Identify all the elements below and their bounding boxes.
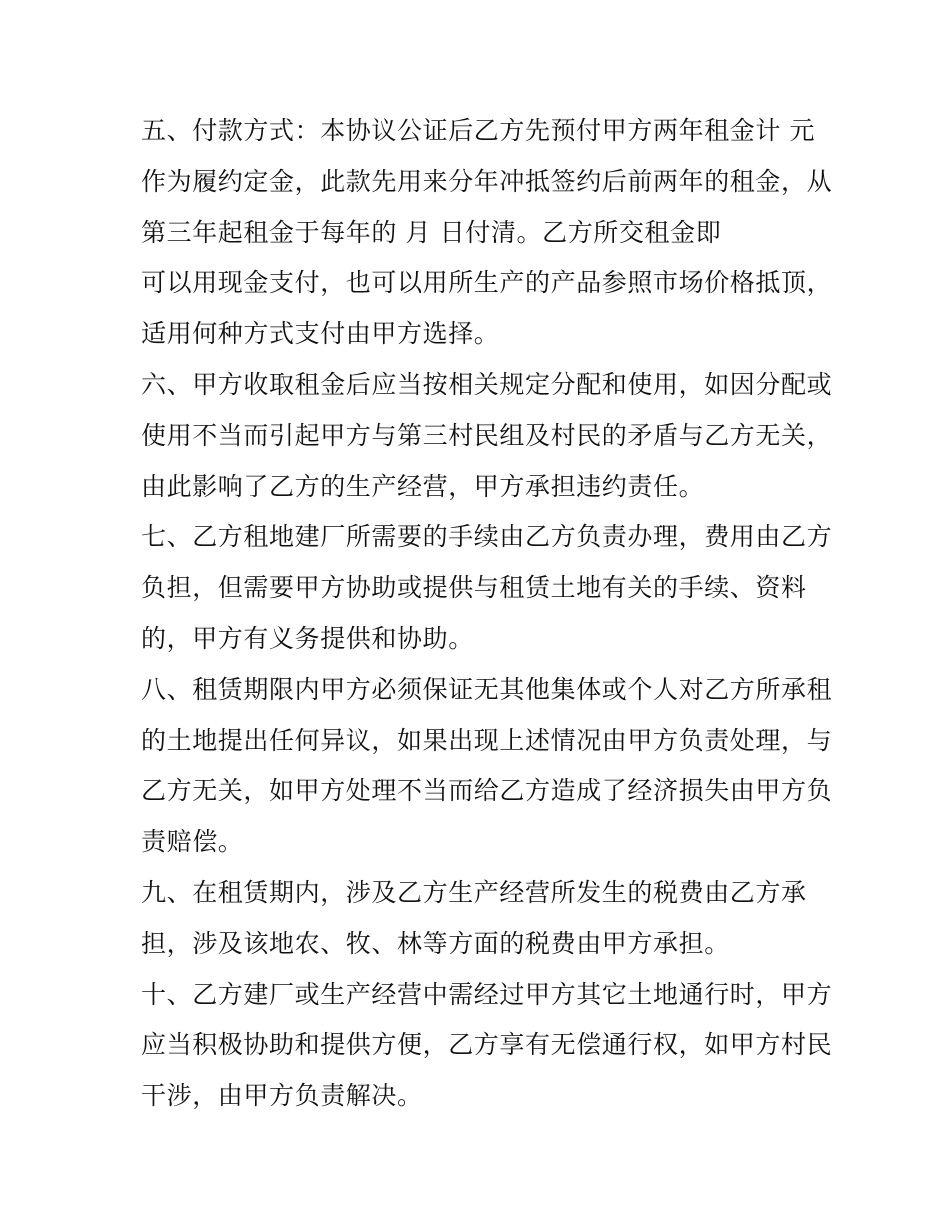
text-line: 六、甲方收取租金后应当按相关规定分配和使用，如因分配或 bbox=[141, 369, 833, 399]
text-line: 适用何种方式支付由甲方选择。 bbox=[141, 319, 500, 349]
text-line: 十、乙方建厂或生产经营中需经过甲方其它土地通行时，甲方 bbox=[141, 979, 833, 1009]
text-line: 乙方无关，如甲方处理不当而给乙方造成了经济损失由甲方负 bbox=[141, 776, 833, 806]
text-line: 可以用现金支付，也可以用所生产的产品参照市场价格抵顶， bbox=[141, 268, 833, 298]
text-line: 担，涉及该地农、牧、林等方面的税费由甲方承担。 bbox=[141, 928, 730, 958]
text-line: 的，甲方有义务提供和协助。 bbox=[141, 623, 474, 653]
text-line: 由此影响了乙方的生产经营，甲方承担违约责任。 bbox=[141, 471, 705, 501]
text-line: 第三年起租金于每年的 月 日付清。乙方所交租金即 bbox=[141, 217, 722, 247]
text-line: 五、付款方式：本协议公证后乙方先预付甲方两年租金计 元 bbox=[141, 116, 816, 145]
text-line: 应当积极协助和提供方便，乙方享有无偿通行权，如甲方村民 bbox=[141, 1030, 833, 1060]
text-line: 的土地提出任何异议，如果出现上述情况由甲方负责处理，与 bbox=[141, 725, 833, 755]
text-line: 作为履约定金，此款先用来分年冲抵签约后前两年的租金，从 bbox=[141, 166, 833, 196]
text-line: 使用不当而引起甲方与第三村民组及村民的矛盾与乙方无关， bbox=[141, 420, 833, 450]
text-line: 七、乙方租地建厂所需要的手续由乙方负责办理，费用由乙方 bbox=[141, 522, 833, 552]
document-body bbox=[141, 106, 833, 1122]
text-line: 责赔偿。 bbox=[141, 827, 244, 857]
text-line: 负担，但需要甲方协助或提供与租赁土地有关的手续、资料 bbox=[141, 573, 807, 603]
text-line: 九、在租赁期内，涉及乙方生产经营所发生的税费由乙方承 bbox=[141, 877, 807, 907]
text-line: 干涉，由甲方负责解决。 bbox=[141, 1081, 423, 1111]
text-line: 八、租赁期限内甲方必须保证无其他集体或个人对乙方所承租 bbox=[141, 674, 833, 704]
